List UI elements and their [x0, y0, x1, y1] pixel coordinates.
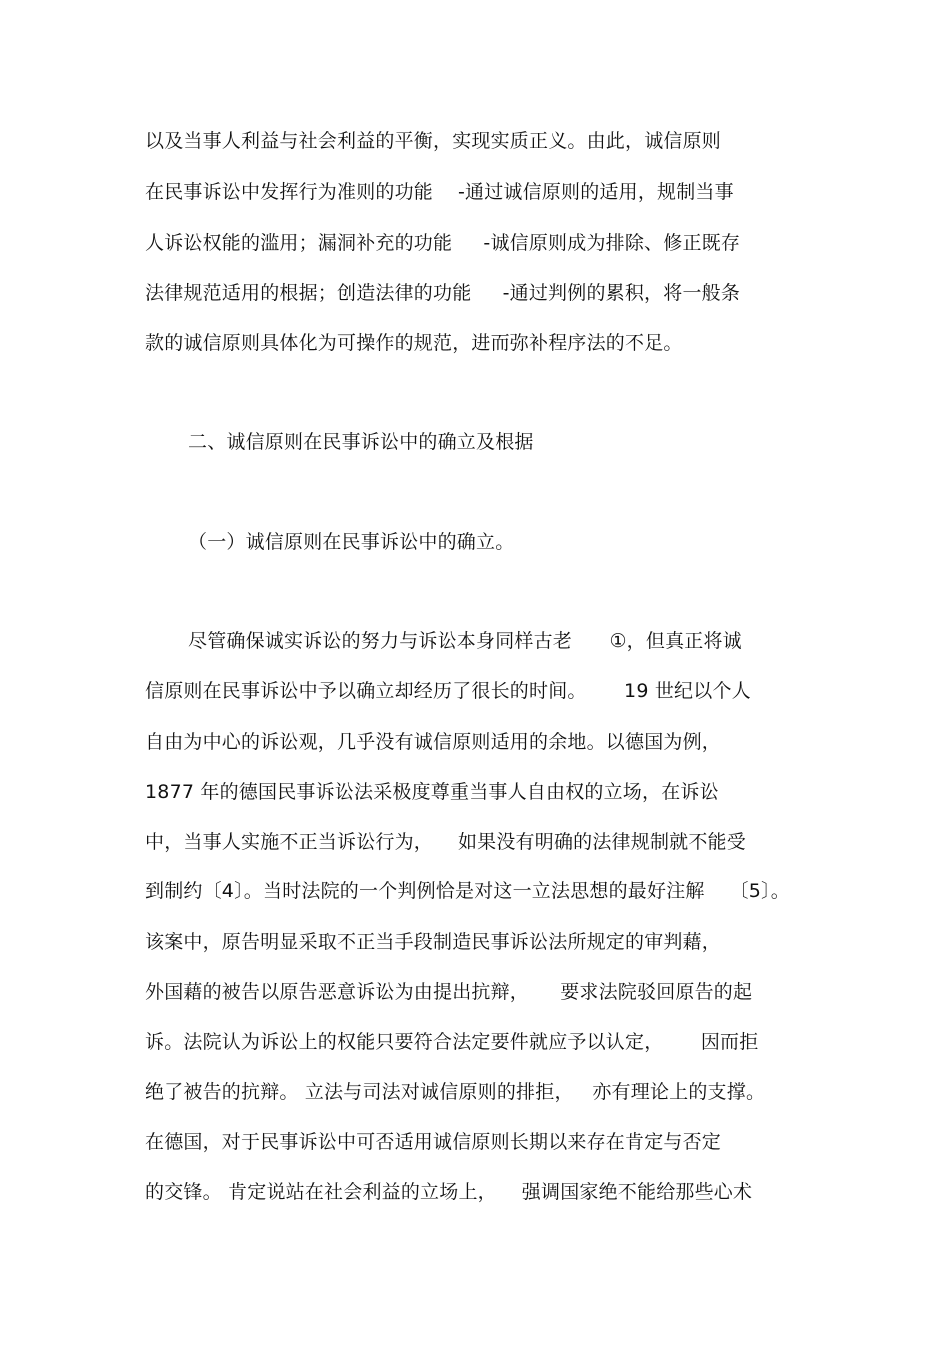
paragraph-line: 诉。法院认为诉讼上的权能只要符合法定要件就应予以认定， 因而拒	[145, 1031, 759, 1053]
paragraph-line: 的交锋。 肯定说站在社会利益的立场上， 强调国家绝不能给那些心术	[145, 1181, 753, 1203]
paragraph-line: 中，当事人实施不正当诉讼行为， 如果没有明确的法律规制就不能受	[145, 831, 746, 853]
paragraph-line: 外国藉的被告以原告恶意诉讼为由提出抗辩， 要求法院驳回原告的起	[145, 981, 753, 1003]
paragraph-line: 1877 年的德国民事诉讼法采极度尊重当事人自由权的立场，在诉讼	[145, 781, 719, 803]
paragraph-line: 尽管确保诚实诉讼的努力与诉讼本身同样古老 ①，但真正将诚	[188, 630, 742, 652]
paragraph-line: 在民事诉讼中发挥行为准则的功能 -通过诚信原则的适用，规制当事	[145, 181, 734, 203]
paragraph-line: 绝了被告的抗辩。 立法与司法对诚信原则的排拒， 亦有理论上的支撑。	[145, 1081, 766, 1103]
section-heading: 二、诚信原则在民事诉讼中的确立及根据	[188, 431, 534, 453]
paragraph-line: 款的诚信原则具体化为可操作的规范，进而弥补程序法的不足。	[145, 332, 683, 354]
paragraph-line: 信原则在民事诉讼中予以确立却经历了很长的时间。 19 世纪以个人	[145, 680, 751, 702]
paragraph-line: 以及当事人利益与社会利益的平衡，实现实质正义。由此，诚信原则	[145, 130, 722, 152]
paragraph-line: 自由为中心的诉讼观，几乎没有诚信原则适用的余地。以德国为例，	[145, 731, 722, 753]
paragraph-line: 人诉讼权能的滥用；漏洞补充的功能 -诚信原则成为排除、修正既存	[145, 232, 741, 254]
paragraph-line: 法律规范适用的根据；创造法律的功能 -通过判例的累积，将一般条	[145, 282, 741, 304]
paragraph-line: 到制约〔4〕。当时法院的一个判例恰是对这一立法思想的最好注解 〔5〕。	[145, 880, 790, 902]
paragraph-line: 该案中，原告明显采取不正当手段制造民事诉讼法所规定的审判藉，	[145, 931, 722, 953]
subsection-heading: （一）诚信原则在民事诉讼中的确立。	[188, 531, 515, 553]
paragraph-line: 在德国，对于民事诉讼中可否适用诚信原则长期以来存在肯定与否定	[145, 1131, 722, 1153]
